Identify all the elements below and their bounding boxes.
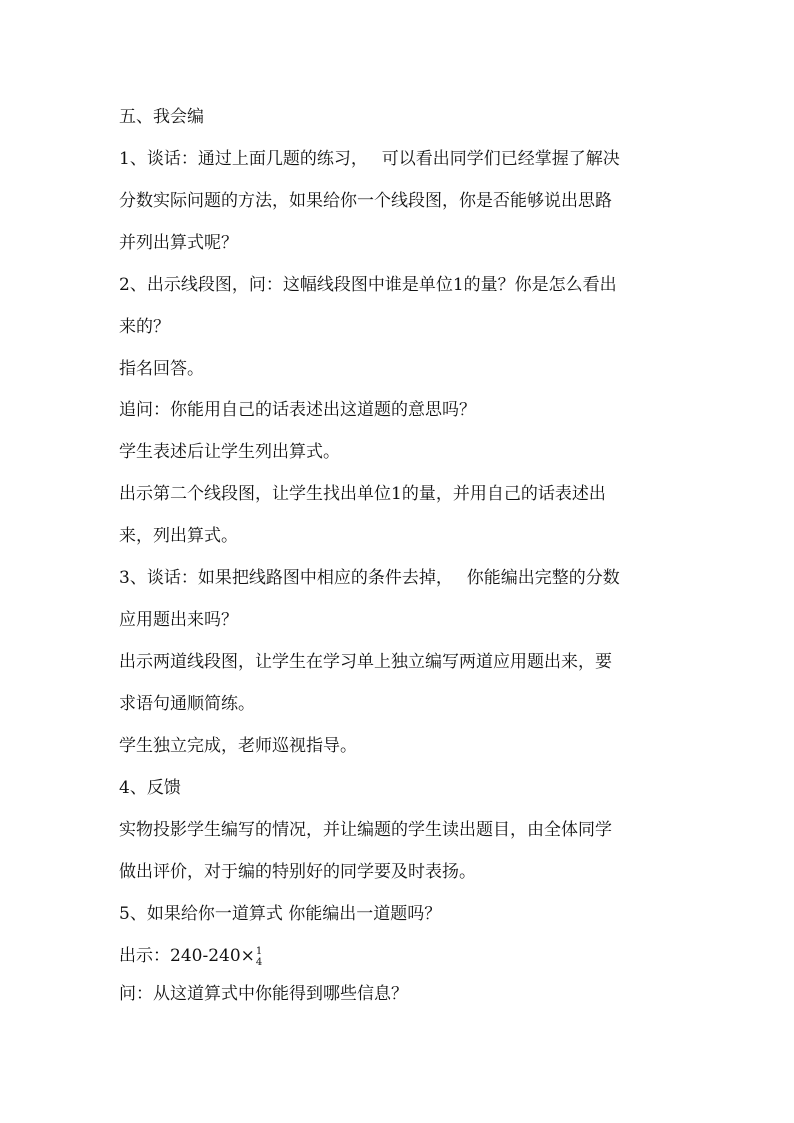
fraction bbox=[256, 946, 262, 968]
formula-line bbox=[119, 940, 262, 972]
text-line: 追问：你能用自己的话表述出这道题的意思吗？ bbox=[119, 400, 476, 420]
text-line: 指名回答。 bbox=[119, 359, 204, 379]
text-line: 实物投影学生编写的情况，并让编题的学生读出题目，由全体同学 bbox=[119, 820, 612, 840]
text-line: 学生表述后让学生列出算式。 bbox=[119, 442, 340, 462]
text-line: 出示两道线段图，让学生在学习单上独立编写两道应用题出来，要 bbox=[119, 652, 612, 672]
text-line: 2、出示线段图，问：这幅线段图中谁是单位1的量？你是怎么看出 bbox=[119, 275, 617, 295]
text-line: 分数实际问题的方法，如果给你一个线段图，你是否能够说出思路 bbox=[119, 191, 612, 211]
text-line: 求语句通顺简练。 bbox=[119, 694, 255, 714]
section-title: 五、我会编 bbox=[119, 107, 204, 127]
fraction-denominator: 4 bbox=[255, 956, 263, 968]
text-line: 3、谈话：如果把线路图中相应的条件去掉， 你能编出完整的分数 bbox=[119, 568, 620, 588]
fraction-numerator: 1 bbox=[255, 945, 263, 957]
text-line: 学生独立完成，老师巡视指导。 bbox=[119, 736, 357, 756]
text-line: 应用题出来吗？ bbox=[119, 610, 238, 630]
text-line: 做出评价，对于编的特别好的同学要及时表扬。 bbox=[119, 862, 476, 882]
text-line: 来，列出算式。 bbox=[119, 526, 238, 546]
text-line: 出示第二个线段图，让学生找出单位1的量，并用自己的话表述出 bbox=[119, 484, 606, 504]
text-line: 4、反馈 bbox=[119, 778, 181, 798]
formula-prefix: 出示： bbox=[119, 946, 170, 966]
text-line: 来的？ bbox=[119, 317, 170, 337]
text-line: 1、谈话：通过上面几题的练习， 可以看出同学们已经掌握了解决 bbox=[119, 149, 620, 169]
text-line: 问：从这道算式中你能得到哪些信息？ bbox=[119, 984, 408, 1004]
text-line: 并列出算式呢？ bbox=[119, 233, 238, 253]
text-line: 5、如果给你一道算式 你能编出一道题吗？ bbox=[119, 904, 442, 924]
formula-expression: 240-240× bbox=[170, 946, 255, 966]
